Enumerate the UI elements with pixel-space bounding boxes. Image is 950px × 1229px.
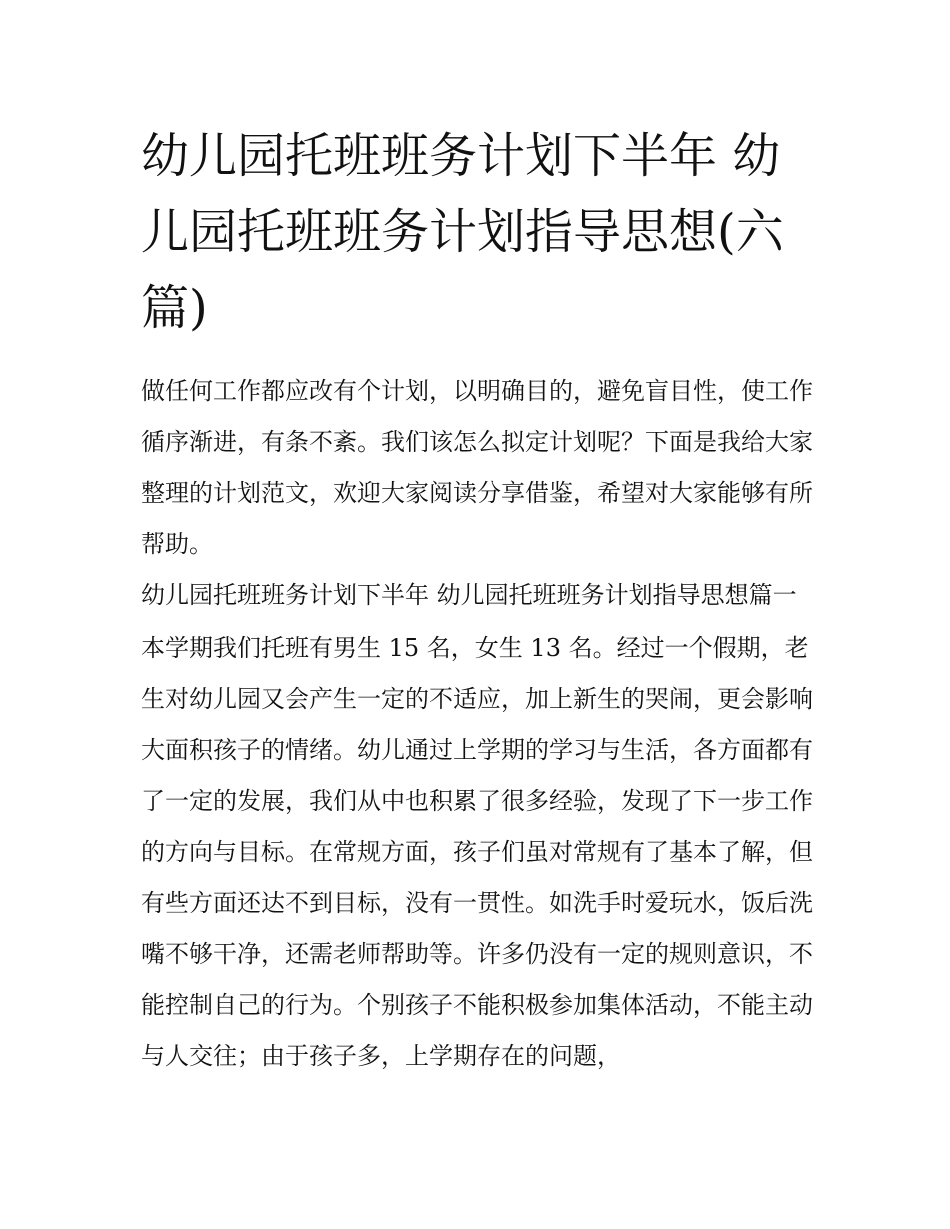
document-title: 幼儿园托班班务计划下半年 幼儿园托班班务计划指导思想(六篇) xyxy=(141,128,784,336)
section-heading: 幼儿园托班班务计划下半年 幼儿园托班班务计划指导思想篇一 xyxy=(141,581,797,609)
body-paragraph: 本学期我们托班有男生 15 名，女生 13 名。经过一个假期，老生对幼儿园又会产生一定的不适应，加上新生的哭闹，更会影响大面积孩子的情绪。幼儿通过上学期的学习与生活，各方面都有了一定的发展，我们从中也积累了很多经验，发现了下一步工作的方向与目标。在常规方面，孩子们虽对常规有了基本了解，但有些方面还达不到目标，没有一贯性。如洗手时爱玩水，饭后洗嘴不够干净，还需老师帮助等。许多仍没有一定的规则意识，不能控制自己的行为。个别孩子不能积极参加集体活动，不能主动与人交往；由于孩子多，上学期存在的问题， xyxy=(141,634,813,1070)
document-content xyxy=(141,118,813,1082)
intro-paragraph: 做任何工作都应改有个计划，以明确目的，避免盲目性，使工作循序渐进，有条不紊。我们该怎么拟定计划呢？下面是我给大家整理的计划范文，欢迎大家阅读分享借鉴，希望对大家能够有所帮助。 xyxy=(141,377,813,558)
